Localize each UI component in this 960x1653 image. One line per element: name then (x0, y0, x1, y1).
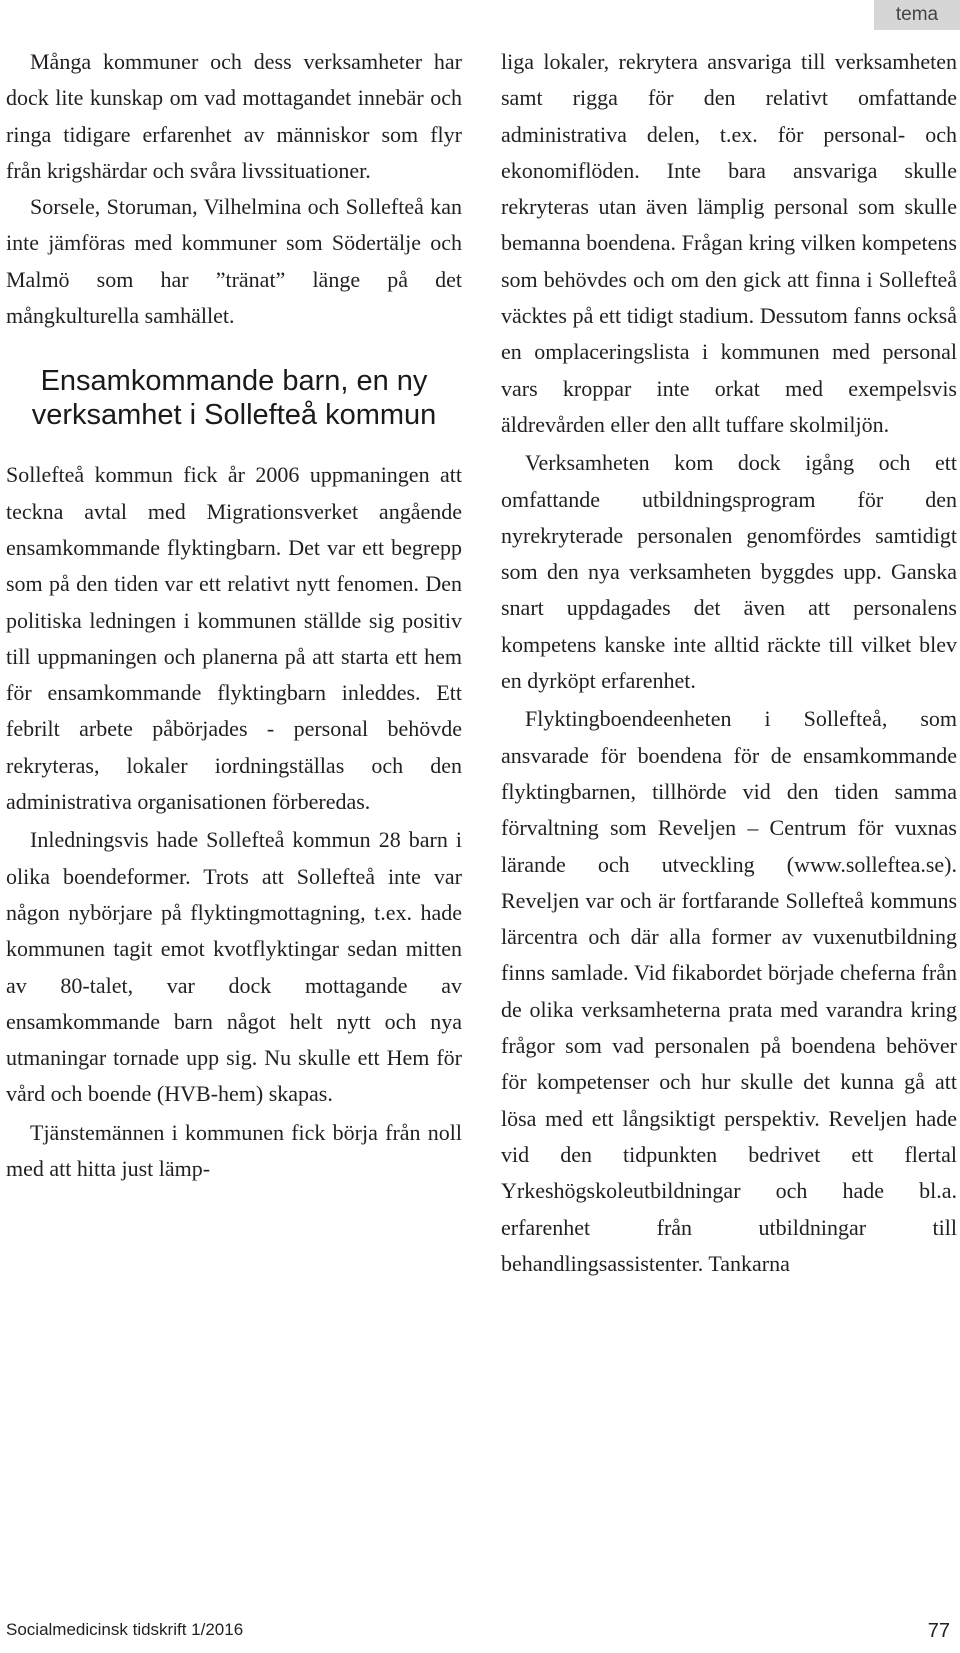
paragraph: Verksamheten kom dock igång och ett omfattande utbildningsprogram för den nyrekryterade personalen genomfördes samtidigt som den nya verksamheten byggdes upp. Ganska snart uppdagades det även att personalens kompetens kanske inte alltid räckte till vilket blev en dyrköpt erfarenhet. (501, 450, 957, 694)
paragraph: Sorsele, Storuman, Vilhelmina och Sollefteå kan inte jämföras med kommuner som Södertälje och Malmö som har ”tränat” länge på det mångkulturella samhället. (6, 194, 462, 329)
left-column (6, 44, 462, 1187)
section-tab: tema (874, 0, 960, 30)
paragraph: Inledningsvis hade Sollefteå kommun 28 barn i olika boendeformer. Trots att Sollefteå inte var någon nybörjare på flyktingmottagning, t.ex. hade kommunen tagit emot kvotflyktingar sedan mitten av 80-talet, var dock mottagande av ensamkommande barn något helt nytt och nya utmaningar tornade upp sig. Nu skulle ett Hem för vård och boende (HVB-hem) skapas. (6, 827, 462, 1107)
paragraph: liga lokaler, rekrytera ansvariga till verksamheten samt rigga för den relativt omfattande administrativa delen, t.ex. för personal- och ekonomiflöden. Inte bara ansvariga skulle rekryteras utan även lämplig personal som skulle bemanna boendena. Frågan kring vilken kompetens som behövdes och om den gick att finna i Sollefteå väcktes på ett tidigt stadium. Dessutom fanns också en omplaceringslista i kommunen med personal vars kroppar inte orkat med exempelsvis äldrevården eller den allt tuffare skolmiljön. (501, 49, 957, 437)
section-heading: Ensamkommande barn, en ny verksamhet i Sollefteå kommun (31, 365, 437, 432)
page-number: 77 (927, 1620, 950, 1642)
paragraph: Sollefteå kommun fick år 2006 uppmaningen att teckna avtal med Migrationsverket angående ensamkommande flyktingbarn. Det var ett begrepp som på den tiden var ett relativt nytt fenomen. Den politiska ledningen i kommunen ställde sig positiv till uppmaningen och planerna på att starta ett hem för ensamkommande flyktingbarn inleddes. Ett febrilt arbete påbörjades - personal behövde rekryteras, lokaler iordningställas och den administrativa organisationen förberedas. (6, 462, 462, 815)
journal-title: Socialmedicinsk tidskrift 1/2016 (6, 1620, 244, 1639)
paragraph: Många kommuner och dess verksamheter har dock lite kunskap om vad mottagandet innebär och ringa tidigare erfarenhet av människor som flyr från krigshärdar och svåra livssituationer. (6, 49, 462, 183)
paragraph: Flyktingboendeenheten i Sollefteå, som ansvarade för boendena för de ensamkommande flyktingbarnen, tillhörde vid den tiden samma förvaltning som Reveljen – Centrum för vuxnas lärande och utveckling (www.solleftea.se). Reveljen var och är fortfarande Sollefteå kommuns lärcentra och där alla former av vuxenutbildning finns samlade. Vid fikabordet började cheferna från de olika verksamheterna prata med varandra kring frågor som vad personalen på boendena behöver för kompetenser och hur skulle det kunna gå att lösa med ett långsiktigt perspektiv. Reveljen hade vid den tidpunkten bedrivet ett flertal Yrkeshögskoleutbildningar och hade bl.a. erfarenhet från utbildningar till behandlingsassistenter. Tankarna (501, 706, 957, 1276)
right-column (501, 44, 957, 1282)
paragraph: Tjänstemännen i kommunen fick börja från noll med att hitta just lämp- (6, 1119, 462, 1182)
